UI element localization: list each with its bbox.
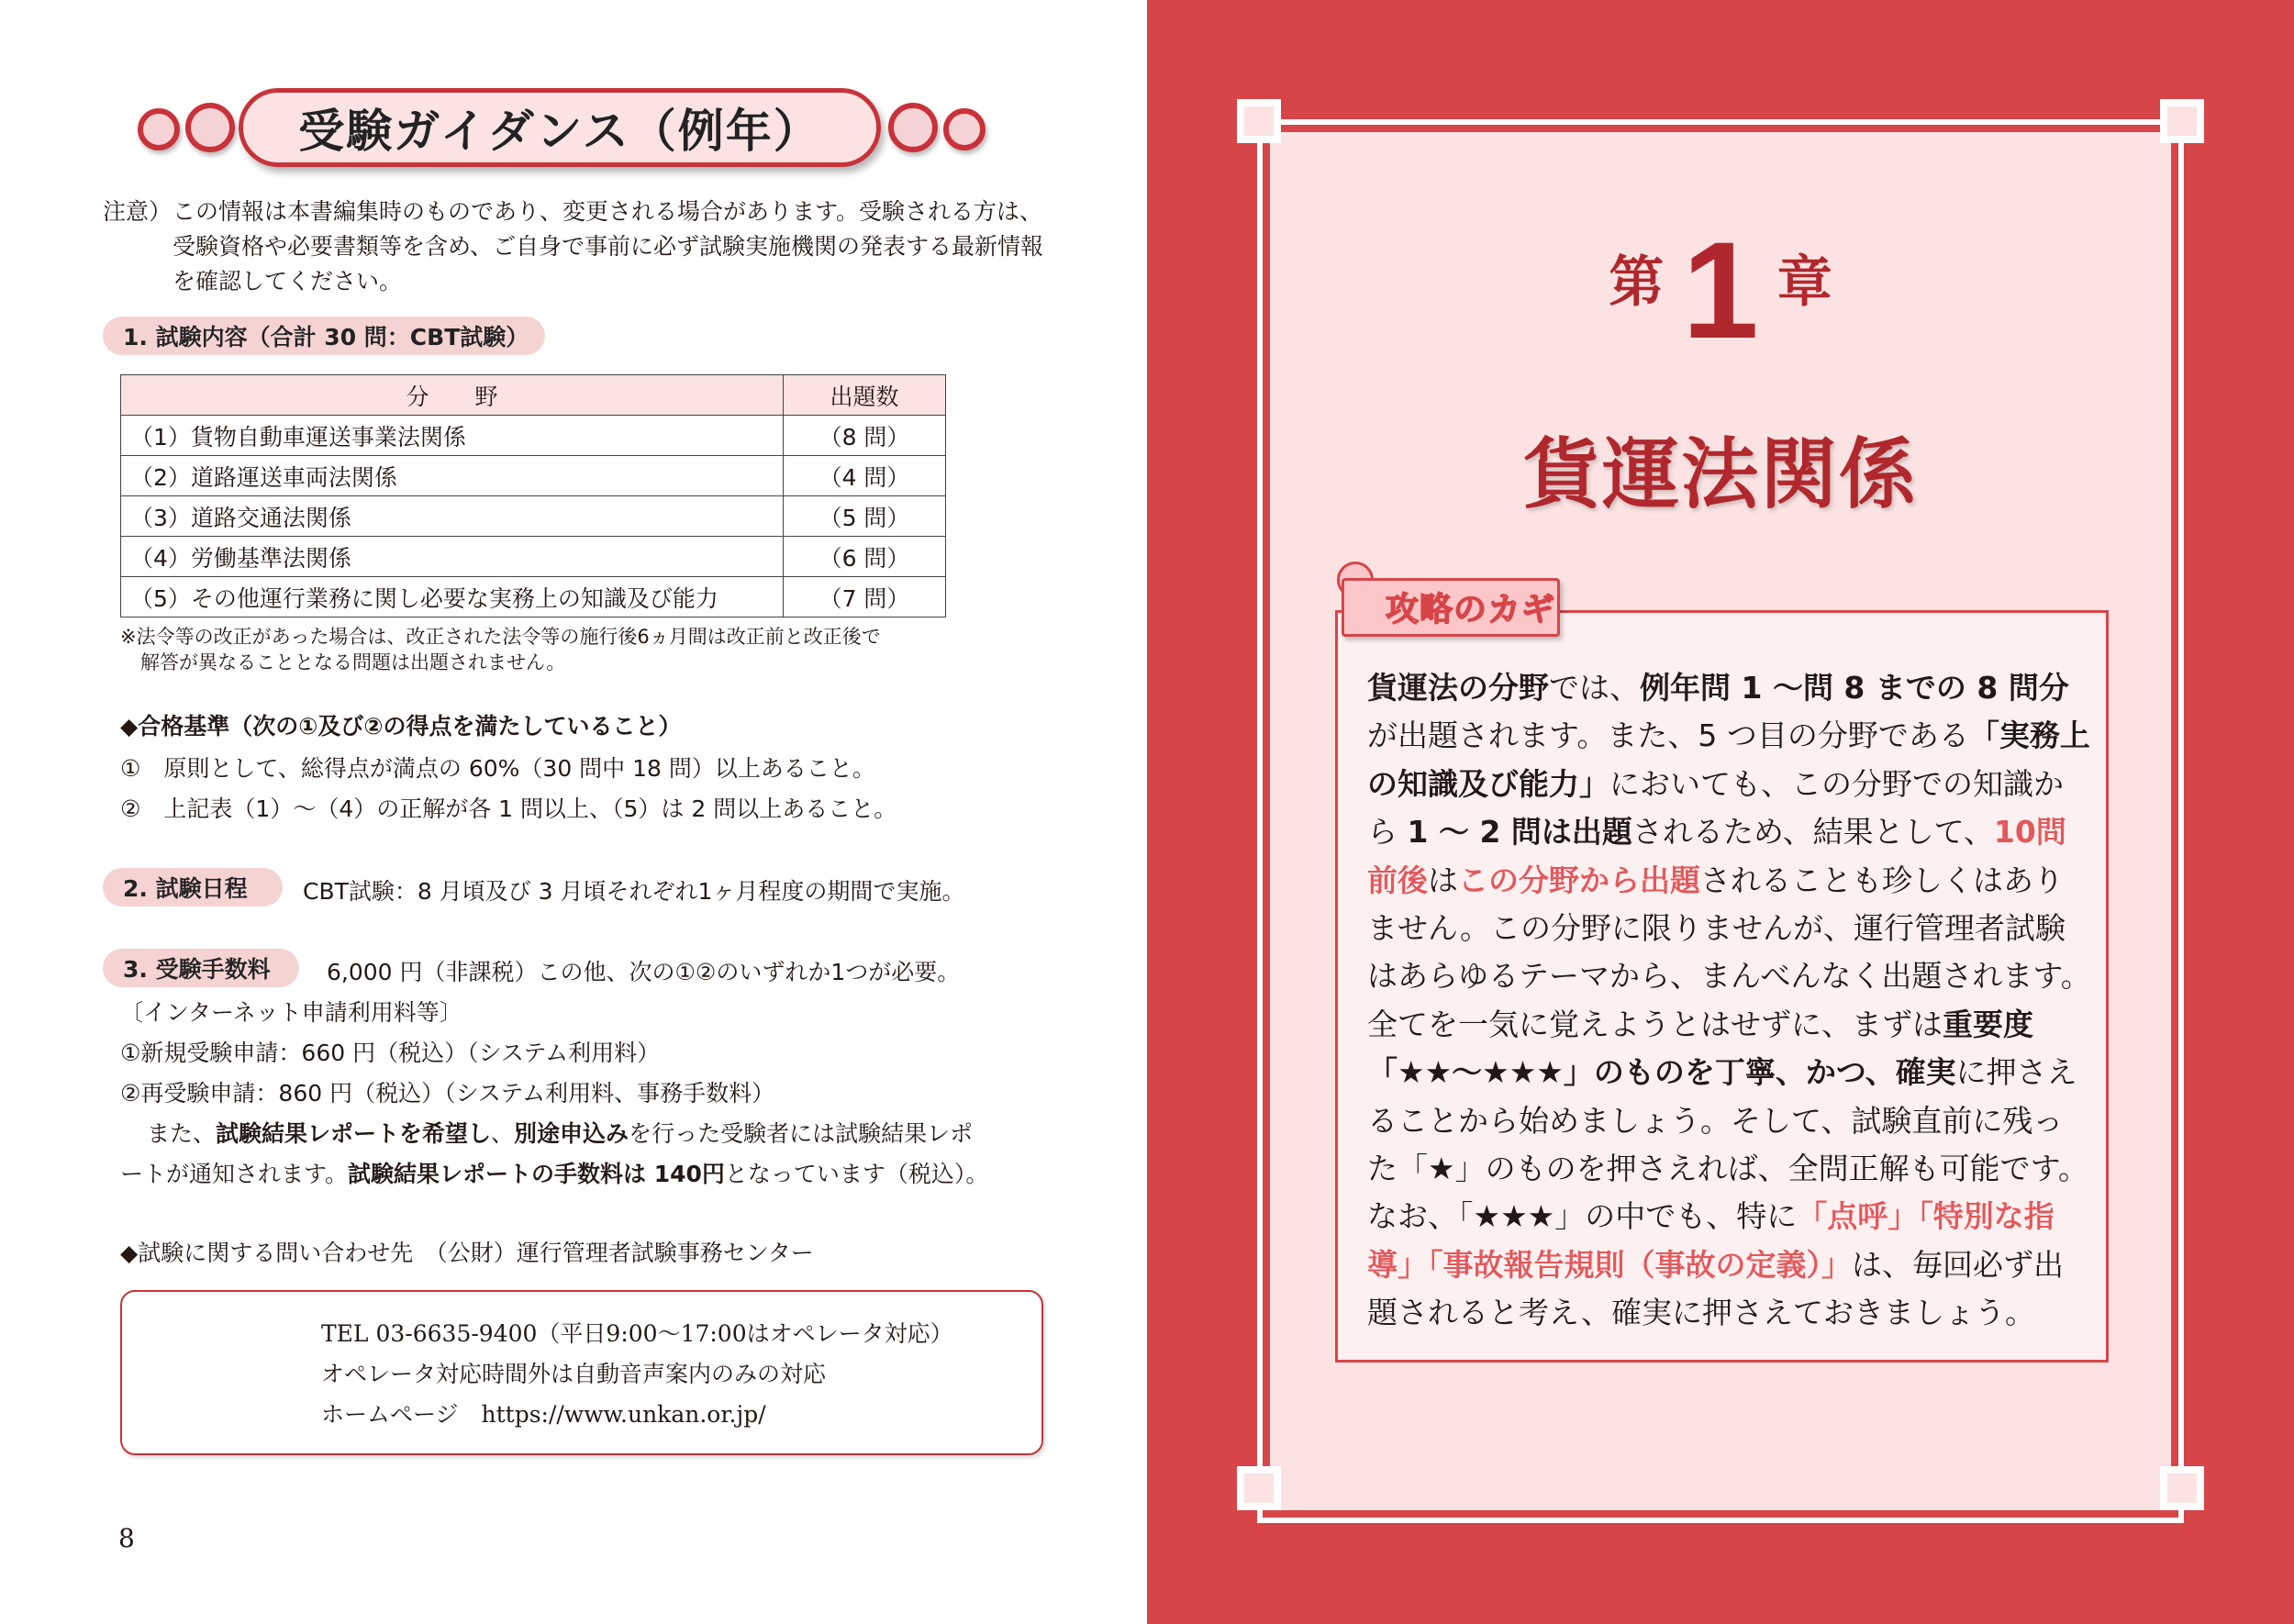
report-text: となっています（税込）。: [724, 1161, 989, 1187]
corner-ornament-icon: [1237, 99, 1281, 143]
notice-label: 注意）: [103, 198, 173, 225]
exam-content-table: [120, 374, 946, 617]
corner-ornament-icon: [2160, 99, 2204, 143]
table-cell-field: （1）貨物自動車運送事業法関係: [121, 416, 784, 456]
report-text: を行った受験者には試験結果レポ: [629, 1120, 974, 1147]
contact-phone: TEL 03-6635-9400（平日9:00～17:00はオペレータ対応）: [321, 1320, 953, 1347]
report-line: [147, 1116, 973, 1149]
table-cell-count: （4 問）: [784, 456, 946, 496]
table-cell-field: （3）道路交通法関係: [121, 496, 784, 537]
pass-criteria-title: ◆合格基準（次の①及び②の得点を満たしていること）: [120, 713, 682, 740]
report-text: また、: [147, 1120, 217, 1147]
report-text-bold: 試験結果レポートの手数料は 140円: [348, 1161, 725, 1187]
table-row: [121, 496, 946, 537]
key-points-label: 攻略のカギ: [1386, 591, 1556, 628]
table-header-count: 出題数: [784, 375, 946, 416]
table-header-field: 分 野: [121, 375, 784, 416]
chapter-title: 貨運法関係: [1522, 429, 1918, 519]
contact-box: [120, 1290, 1043, 1455]
table-cell-field: （2）道路運送車両法関係: [121, 456, 784, 496]
pass-criteria-item: ② 上記表（1）～（4）の正解が各 1 問以上、（5）は 2 問以上あること。: [120, 795, 897, 822]
section-fee: 3. 受験手数料: [103, 949, 299, 987]
table-cell-count: （8 問）: [784, 416, 946, 456]
section-exam-content: 1. 試験内容（合計 30 問：CBT試験）: [103, 317, 545, 355]
table-cell-count: （7 問）: [784, 577, 946, 617]
fee-item: ②再受験申請：860 円（税込）（システム利用料、事務手数料）: [120, 1080, 775, 1107]
ring-ornament-icon: [888, 103, 938, 152]
report-line: [120, 1156, 988, 1189]
section-schedule: 2. 試験日程: [103, 868, 283, 907]
guide-title: 受験ガイダンス（例年）: [239, 88, 881, 167]
table-row: [121, 577, 946, 617]
corner-ornament-icon: [2160, 1466, 2204, 1510]
ring-ornament-icon: [138, 108, 180, 150]
contact-title: ◆試験に関する問い合わせ先 （公財）運行管理者試験事務センター: [120, 1240, 814, 1266]
report-text-bold: 試験結果レポートを希望し: [216, 1120, 492, 1147]
table-row: [121, 416, 946, 456]
table-cell-count: （6 問）: [784, 537, 946, 577]
table-cell-count: （5 問）: [784, 496, 946, 537]
table-footnote: [120, 624, 964, 675]
pass-criteria-item: ① 原則として、総得点が満点の 60%（30 問中 18 問）以上あること。: [120, 755, 875, 782]
fee-item: ①新規受験申請：660 円（税込）（システム利用料）: [120, 1040, 661, 1066]
report-text-bold: 別途申込み: [514, 1120, 629, 1147]
footnote-line: 解答が異なることとなる問題は出題されません。: [140, 651, 566, 673]
table-row: [121, 537, 946, 577]
contact-homepage: ホームページ https://www.unkan.or.jp/: [321, 1401, 766, 1428]
report-text: ートが通知されます。: [120, 1161, 349, 1187]
corner-ornament-icon: [1237, 1466, 1281, 1510]
footnote-line: ※法令等の改正があった場合は、改正された法令等の施行後6ヵ月間は改正前と改正後で: [120, 626, 881, 648]
chapter-prefix: 第: [1609, 250, 1665, 315]
notice-text: この情報は本書編集時のものであり、変更される場合があります。受験される方は、受験資格や必要書類等を含め、ご自身で事前に必ず試験実施機関の発表する最新情報を確認してください。: [173, 198, 1044, 295]
right-page: [1147, 0, 2294, 1624]
contact-note: オペレータ対応時間外は自動音声案内のみの対応: [321, 1361, 827, 1387]
notice: [103, 195, 1057, 299]
table-cell-field: （4）労働基準法関係: [121, 537, 784, 577]
fee-text: 6,000 円（非課税）この他、次の①②のいずれか1つが必要。: [327, 959, 961, 985]
key-points-text: 貨運法の分野では、例年問 1 ～問 8 までの 8 問分が出題されます。また、5 つ目の分野である「実務上の知識及び能力」においても、この分野での知識から 1 ～ 2 問は出題されるため、結果として、10問前後はこの分野から出題されることも珍しくはありません。この分野に限りませんが、運行管理者試験はあらゆるテーマから、まんべんなく出題されます。全てを一気に覚えようとはせずに、まずは重要度「★★～★★★」のものを丁寧、かつ、確実に押さえることから始めましょう。そして、試験直前に残った「★」のものを押さえれば、全問正解も可能です。なお、「★★★」の中でも、特に「点呼」「特別な指導」「事故報告規則（事故の定義）」は、毎回必ず出題されると考え、確実に押さえておきましょう。: [1367, 670, 2091, 1331]
chapter-suffix: 章: [1776, 250, 1832, 315]
table-row: [121, 456, 946, 496]
guide-title-banner: [138, 88, 991, 172]
chapter-number: 1: [1682, 213, 1759, 367]
schedule-text: CBT試験：8 月頃及び 3 月頃それぞれ1ヶ月程度の期間で実施。: [303, 878, 965, 905]
table-header-row: [121, 375, 946, 416]
ring-ornament-icon: [185, 103, 235, 152]
ring-ornament-icon: [943, 108, 986, 150]
fee-header: 〔インターネット申請利用料等〕: [120, 999, 462, 1026]
table-cell-field: （5）その他運行業務に関し必要な実務上の知識及び能力: [121, 577, 784, 617]
chapter-heading: [1147, 211, 2294, 370]
report-text: 、: [491, 1120, 515, 1147]
page-number: 8: [118, 1523, 135, 1553]
